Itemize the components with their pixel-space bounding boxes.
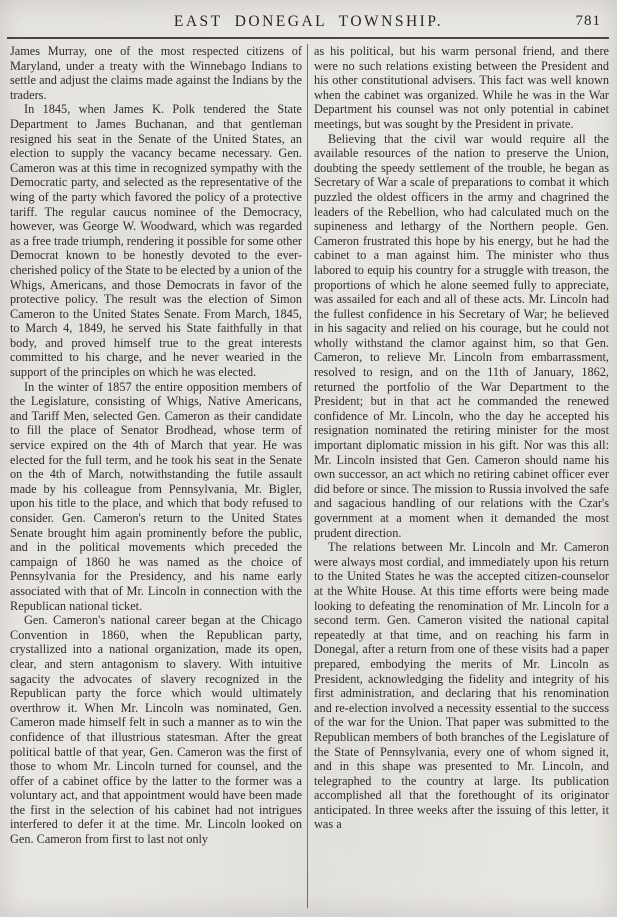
paragraph: In 1845, when James K. Polk tendered the State Department to James Buchanan, and that gentleman resigned his seat in the Senate of the United States, an election to supply the vacancy became necessary. Gen. Cameron was at this time in recognized sympathy with the Democratic party, and selected as the representative of the wing of the party which favored the policy of a protective tariff. The regular caucus nominee of the Democracy, however, was George W. Woodward, which was regarded as a free trade triumph, rendering it possible for some other Democrat known to be honestly devoted to the ever-cherished policy of the State to be elected by a union of the Whigs, Americans, and those Democrats in favor of the protective policy. The result was the election of Simon Cameron to the United States Senate. From March, 1845, to March 4, 1849, he served his State faithfully in that body, and proved himself true to the great interests committed to his charge, and he never wearied in the support of the principles on which he was elected. xyxy=(10,102,302,380)
paragraph: The relations between Mr. Lincoln and Mr. Cameron were always most cordial, and immediately upon his return to the United States he was the accepted citizen-counselor at the White House. At this time efforts were being made looking to defeating the renomination of Mr. Lincoln for a second term. Gen. Cameron visited the national capital repeatedly at that time, and on reaching his farm in Donegal, after a return from one of these visits had a paper prepared, embodying the merits of Mr. Lincoln as President, acknowledging the fidelity and integrity of his first administration, and declaring that his renomination and re-election involved a necessity essential to the success of the war for the Union. That paper was submitted to the Republican members of both branches of the Legislature of the State of Pennsylvania, every one of whom signed it, and in this shape was presented to Mr. Lincoln, and telegraphed to the country at large. Its publication accomplished all that the forethought of its originator anticipated. In three weeks after the issuing of this letter, it was a xyxy=(314,540,609,832)
paragraph: In the winter of 1857 the entire opposition members of the Legislature, consisting of Whigs, Native Americans, and Tariff Men, selected Gen. Cameron as their candidate to fill the place of Senator Brodhead, whose term of service expired on the 4th of March that year. He was elected for the full term, and he took his seat in the Senate on the 4th of March, notwithstanding the futile assault made by his colleague from Pennsylvania, Mr. Bigler, upon his title to the place, and which that body refused to consider. Gen. Cameron's return to the United States Senate brought him again prominently before the public, and in the political movements which preceded the campaign of 1860 he was named as the choice of Pennsylvania for the Presidency, and his name early associated with that of Mr. Lincoln in connection with the Republican national ticket. xyxy=(10,379,302,613)
text-column-left xyxy=(10,44,302,908)
paragraph: Believing that the civil war would require all the available resources of the nation to preserve the Union, doubting the speedy settlement of the trouble, he began as Secretary of War a scale of preparations to combat it which puzzled the oldest officers in the army and chagrined the leaders of the Rebellion, who had calculated much on the supineness and lethargy of the Northern people. Gen. Cameron frustrated this hope by his energy, but he had the cabinet to a man against him. The minister who thus labored to equip his country for a struggle with treason, the proportions of which he alone seemed fully to appreciate, was assailed for each and all of these acts. Mr. Lincoln had the fullest confidence in his Secretary of War; he believed in his sagacity and relied on his courage, but he could not wholly withstand the clamor against him, so that Gen. Cameron, to relieve Mr. Lincoln from embarrassment, resolved to resign, and on the 11th of January, 1862, returned the portfolio of the War Department to the President; but in that act he commanded the renewed confidence of Mr. Lincoln, who the day he accepted his resignation nominated the retiring minister for the most important diplomatic mission in his gift. Nor was this all: Mr. Lincoln insisted that Gen. Cameron should name his own successor, an act which no retiring cabinet officer ever did before or since. The mission to Russia involved the safe and sagacious handling of our relations with the Czar's government at a moment when it demanded the most prudent direction. xyxy=(314,131,609,540)
column-divider xyxy=(307,44,308,908)
header-rule xyxy=(7,37,609,39)
text-column-right xyxy=(314,44,609,908)
text-columns xyxy=(10,44,609,908)
paragraph: as his political, but his warm personal friend, and there were no such relations existing between the President and his other constitutional advisers. This fact was well known when the cabinet was organized. While he was in the War Department his counsel was not only potential in cabinet meetings, but was sought by the President in private. xyxy=(314,44,609,131)
page-number: 781 xyxy=(575,13,601,29)
page-title: EAST DONEGAL TOWNSHIP. xyxy=(173,13,444,30)
paragraph: James Murray, one of the most respected citizens of Maryland, under a treaty with the Winnebago Indians to settle and adjust the claims made against the Indians by the traders. xyxy=(10,44,302,102)
paragraph: Gen. Cameron's national career began at the Chicago Convention in 1860, when the Republican party, crystallized into a national organization, made its open, clear, and stern antagonism to slavery. With intuitive sagacity the advocates of slavery recognized in the Republican party the force which would ultimately overthrow it. When Mr. Lincoln was nominated, Gen. Cameron made himself felt in such a manner as to win the confidence of that illustrious statesman. After the great political battle of that year, Gen. Cameron was the first of those to whom Mr. Lincoln turned for counsel, and the offer of a cabinet office by the latter to the former was a voluntary act, and that appointment would have been made the first in the selection of his cabinet had not intrigues interfered to defer it at the time. Mr. Lincoln looked on Gen. Cameron from first to last not only xyxy=(10,613,302,847)
